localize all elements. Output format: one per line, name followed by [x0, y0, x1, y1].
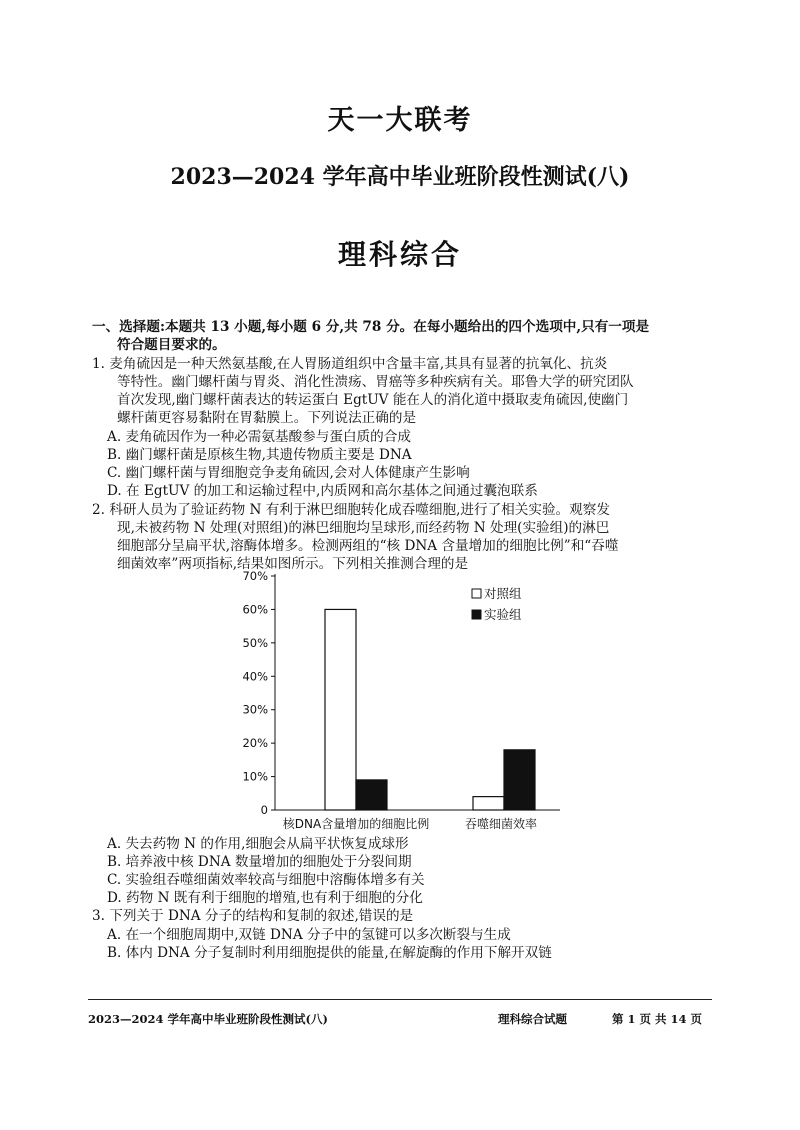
- q2-option-b: B. 培养液中核 DNA 数量增加的细胞处于分裂间期: [107, 854, 412, 870]
- q2-stem-line: 细胞部分呈扁平状,溶酶体增多。检测两组的“核 DNA 含量增加的细胞比例”和“吞噬: [117, 538, 619, 554]
- footer-subject: 理科综合试题: [498, 1012, 567, 1026]
- y-tick-label: 40%: [242, 669, 268, 684]
- q1-stem-line: 螺杆菌更容易黏附在胃黏膜上。下列说法正确的是: [117, 410, 417, 426]
- q1-option-b: B. 幽门螺杆菌是原核生物,其遗传物质主要是 DNA: [107, 447, 412, 463]
- q1-stem-line: 1. 麦角硫因是一种天然氨基酸,在人胃肠道组织中含量丰富,其具有显著的抗氧化、抗炎: [92, 356, 608, 372]
- q3-stem-line: 3. 下列关于 DNA 分子的结构和复制的叙述,错误的是: [92, 908, 414, 924]
- bar-chart: [225, 566, 575, 830]
- y-tick-label: 50%: [242, 635, 268, 650]
- bar-control: [325, 609, 356, 810]
- section-instruction: 一、选择题:本题共 13 小题,每小题 6 分,共 78 分。在每小题给出的四个选项中,只有一项是: [92, 319, 650, 335]
- bar-experiment: [356, 780, 387, 810]
- q2-stem-line: 2. 科研人员为了验证药物 N 有利于淋巴细胞转化成吞噬细胞,进行了相关实验。观察发: [92, 502, 610, 518]
- y-tick-label: 70%: [242, 569, 268, 583]
- y-tick-label: 30%: [242, 702, 268, 717]
- q3-option-b: B. 体内 DNA 分子复制时利用细胞提供的能量,在解旋酶的作用下解开双链: [107, 945, 552, 961]
- q2-stem-line: 细菌效率”两项指标,结果如图所示。下列相关推测合理的是: [117, 556, 469, 572]
- q1-option-a: A. 麦角硫因作为一种必需氨基酸参与蛋白质的合成: [107, 429, 411, 445]
- x-category-label: 核DNA含量增加的细胞比例: [282, 817, 430, 830]
- q1-option-c: C. 幽门螺杆菌与胃细胞竞争麦角硫因,会对人体健康产生影响: [107, 465, 470, 481]
- y-tick-label: 20%: [242, 736, 268, 751]
- y-tick-label: 60%: [242, 602, 268, 617]
- footer-exam-name: 2023—2024 学年高中毕业班阶段性测试(八): [88, 1012, 328, 1026]
- q2-option-c: C. 实验组吞噬细菌效率较高与细胞中溶酶体增多有关: [107, 872, 425, 888]
- y-tick-label: 0: [260, 803, 268, 817]
- section-instruction-cont: 符合题目要求的。: [117, 337, 226, 353]
- q2-option-a: A. 失去药物 N 的作用,细胞会从扁平状恢复成球形: [107, 836, 409, 852]
- bar-control: [473, 797, 504, 810]
- q2-option-d: D. 药物 N 既有利于细胞的增殖,也有利于细胞的分化: [107, 890, 423, 906]
- x-category-label: 吞噬细菌效率: [464, 817, 538, 830]
- q1-option-d: D. 在 EgtUV 的加工和运输过程中,内质网和高尔基体之间通过囊泡联系: [107, 483, 538, 499]
- legend-swatch: [472, 589, 481, 598]
- legend-label: 对照组: [484, 586, 522, 601]
- footer-divider: [88, 999, 712, 1000]
- legend-label: 实验组: [484, 607, 522, 622]
- q2-stem-line: 现,未被药物 N 处理(对照组)的淋巴细胞均呈球形,而经药物 N 处理(实验组)的淋巴: [117, 520, 610, 536]
- q1-stem-line: 等特性。幽门螺杆菌与胃炎、消化性溃疡、胃癌等多种疾病有关。耶鲁大学的研究团队: [117, 374, 634, 390]
- y-tick-label: 10%: [242, 769, 268, 784]
- org-title: 天一大联考: [327, 105, 473, 136]
- exam-title: 2023—2024 学年高中毕业班阶段性测试(八): [170, 164, 630, 190]
- q3-option-a: A. 在一个细胞周期中,双链 DNA 分子中的氢键可以多次断裂与生成: [107, 927, 511, 943]
- q1-stem-line: 首次发现,幽门螺杆菌表达的转运蛋白 EgtUV 能在人的消化道中摄取麦角硫因,使幽门: [117, 392, 629, 408]
- legend-swatch: [472, 610, 481, 619]
- subject-title: 理科综合: [337, 238, 462, 271]
- footer-page-number: 第 1 页 共 14 页: [612, 1012, 703, 1026]
- bar-experiment: [504, 750, 535, 810]
